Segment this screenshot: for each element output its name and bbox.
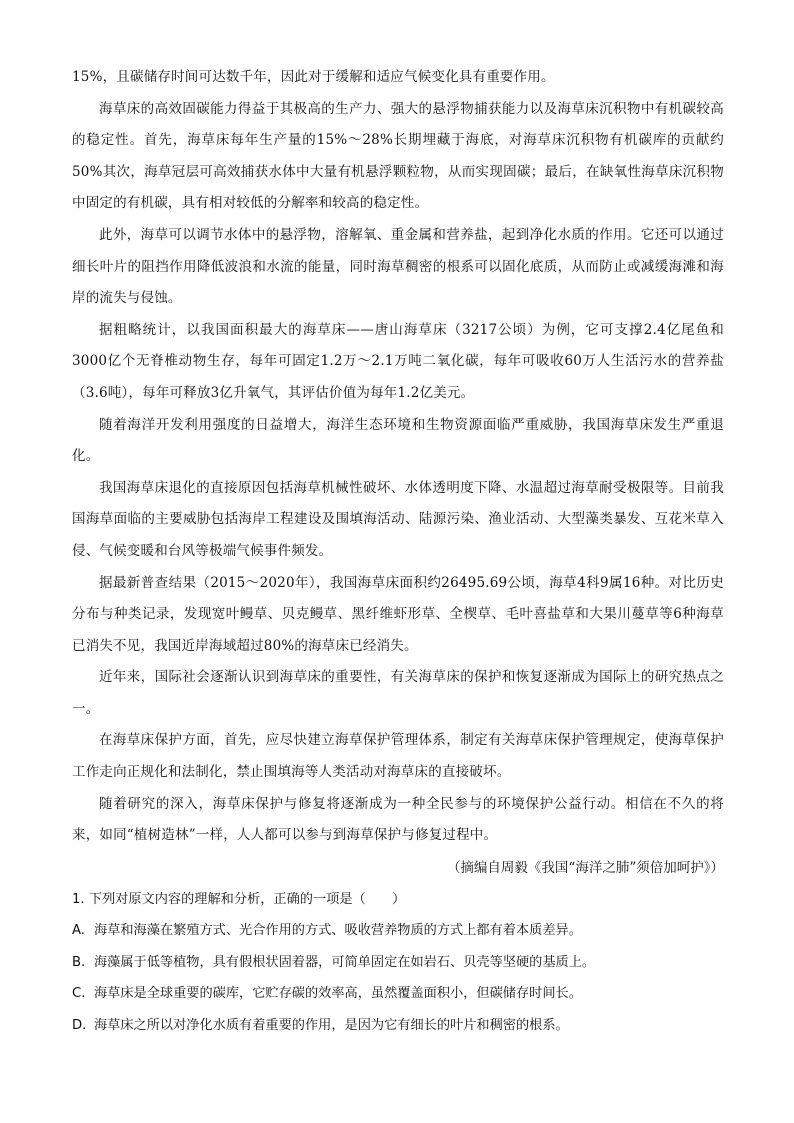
- passage-source: （摘编自周毅《我国“海洋之肺”须倍加呵护》）: [446, 859, 724, 876]
- passage-paragraph-9: 在海草床保护方面，首先，应尽快建立海草保护管理体系，制定有关海草床保护管理规定，使海草保护工作走向正规化和法制化，禁止围填海等人类活动对海草床的直接破坏。: [72, 732, 724, 781]
- option-a: [72, 915, 724, 947]
- option-text: 海草床之所以对净化水质有着重要的作用，是因为它有细长的叶片和稠密的根系。: [94, 1017, 569, 1033]
- passage-paragraph-2: 海草床的高效固碳能力得益于其极高的生产力、强大的悬浮物捕获能力以及海草床沉积物中有机碳较高的稳定性。首先，海草床每年生产量的15%～28%长期埋藏于海底，对海草床沉积物有机碳库的贡献约50%其次，海草冠层可高效捕获水体中大量有机悬浮颗粒物，从而实现固碳；最后，在缺氧性海草床沉积物中固定的有机碳，具有相对较低的分解率和较高的稳定性。: [72, 100, 724, 212]
- option-letter: C.: [72, 986, 86, 1002]
- passage-paragraph-8: 近年来，国际社会逐渐认识到海草床的重要性，有关海草床的保护和恢复逐渐成为国际上的研究热点之一。: [72, 669, 724, 717]
- option-b: [72, 947, 724, 979]
- option-letter: B.: [72, 954, 86, 970]
- passage-paragraph-7: 据最新普查结果（2015～2020年），我国海草床面积约26495.69公顷，海草4科9属16种。对比历史分布与种类记录，发现宽叶鳗草、贝克鳗草、黑纤维虾形草、全楔草、毛叶喜盐草和大果川蔓草等6种海草已消失不见，我国近岸海域超过80%的海草床已经消失。: [72, 574, 724, 654]
- option-text: 海草床是全球重要的碳库，它贮存碳的效率高，虽然覆盖面积小，但碳储存时间长。: [94, 986, 582, 1002]
- passage: [72, 62, 724, 884]
- option-text: 海藻属于低等植物，具有假根状固着器，可简单固定在如岩石、贝壳等坚硬的基质上。: [94, 954, 596, 970]
- passage-paragraph-3: 此外，海草可以调节水体中的悬浮物，溶解氧、重金属和营养盐，起到净化水质的作用。它还可以通过细长叶片的阻挡作用降低波浪和水流的能量，同时海草稠密的根系可以固化底质，从而防止或减缓海滩和海岸的流失与侵蚀。: [72, 226, 724, 307]
- passage-paragraph-5: 随着海洋开发利用强度的日益增大，海洋生态环境和生物资源面临严重威胁，我国海草床发生严重退化。: [72, 416, 724, 465]
- passage-paragraph-1: 15%，且碳储存时间可达数千年，因此对于缓解和适应气候变化具有重要作用。: [72, 69, 555, 85]
- passage-paragraph-10: 随着研究的深入，海草床保护与修复将逐渐成为一种全民参与的环境保护公益行动。相信在不久的将来，如同“植树造林”一样，人人都可以参与到海草保护与修复过程中。: [72, 795, 724, 844]
- passage-paragraph-4: 据粗略统计，以我国面积最大的海草床——唐山海草床（3217公顷）为例，它可支撑2.4亿尾鱼和3000亿个无脊椎动物生存，每年可固定1.2万～2.1万吨二氧化碳，每年可吸收60万人生活污水的营养盐（3.6吨），每年可释放3亿升氧气，其评估价值为每年1.2亿美元。: [72, 321, 724, 401]
- option-letter: D.: [72, 1017, 87, 1033]
- document-page: [72, 62, 724, 1041]
- option-c: [72, 978, 724, 1010]
- passage-paragraph-6: 我国海草床退化的直接原因包括海草机械性破坏、水体透明度下降、水温超过海草耐受极限等。目前我国海草面临的主要威胁包括海岸工程建设及围填海活动、陆源污染、渔业活动、大型藻类暴发、互花米草入侵、气候变暖和台风等极端气候事件频发。: [72, 479, 724, 559]
- question-stem: 1. 下列对原文内容的理解和分析，正确的一项是（ ）: [72, 891, 406, 907]
- option-d: [72, 1010, 724, 1042]
- option-text: 海草和海藻在繁殖方式、光合作用的方式、吸收营养物质的方式上都有着本质差异。: [94, 923, 582, 939]
- question-block: [72, 884, 724, 1042]
- option-letter: A.: [72, 923, 85, 939]
